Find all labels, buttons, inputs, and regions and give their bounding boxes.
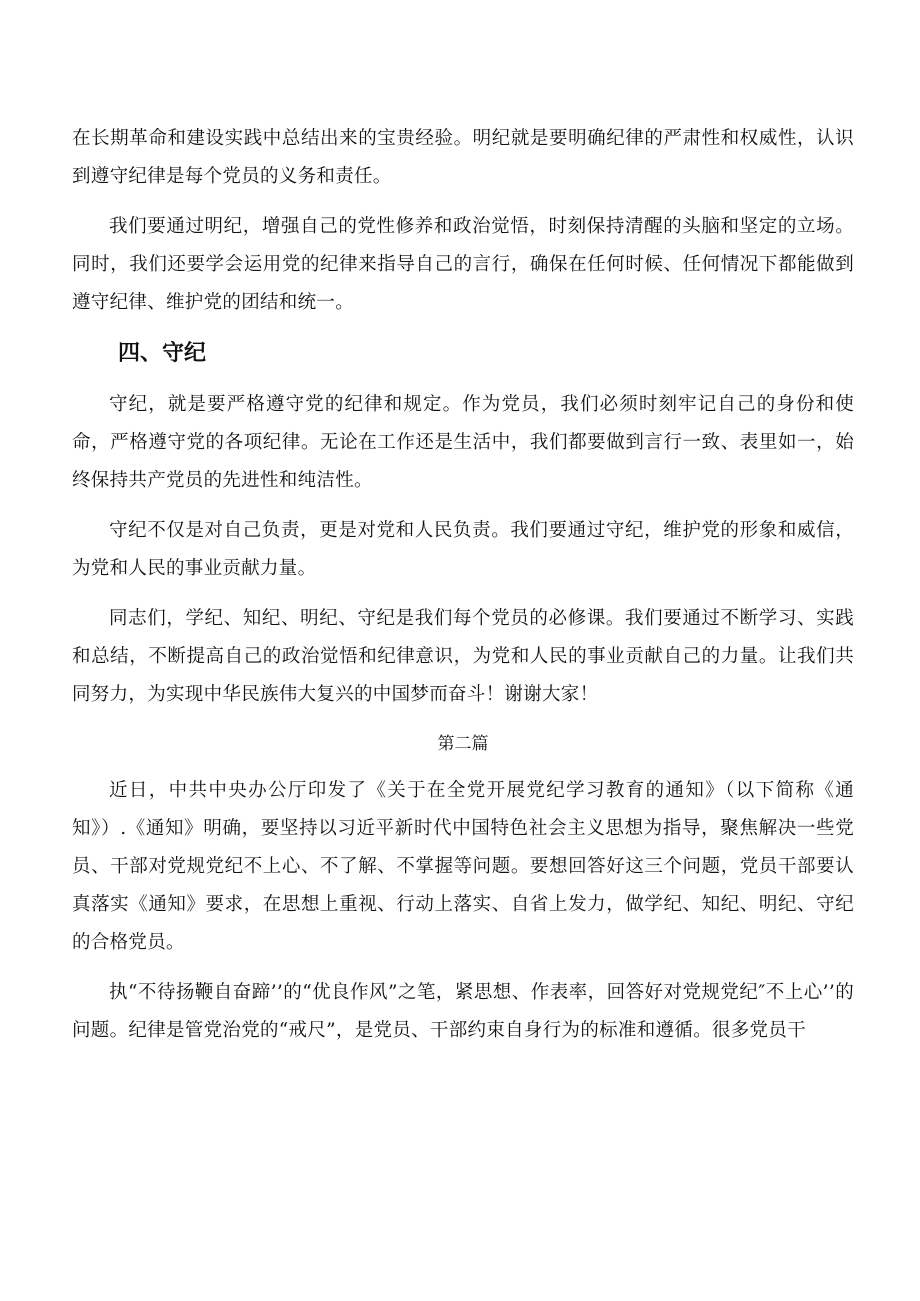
paragraph-continuation: 在长期革命和建设实践中总结出来的宝贵经验。明纪就是要明确纪律的严肃性和权威性，认识到遵守纪律是每个党员的义务和责任。	[72, 128, 854, 187]
section-heading: 四、守纪	[118, 341, 207, 366]
paragraph-part2-intro: 近日，中共中央办公厅印发了《关于在全党开展党纪学习教育的通知》（以下简称《通知》）.《通知》明确，要坚持以习近平新时代中国特色社会主义思想为指导，聚焦解决一些党员、干部对党规党纪不上心、不了解、不掌握等问题。要想回答好这三个问题，党员干部要认真落实《通知》要求，在思想上重视、行动上落实、自省上发力，做学纪、知纪、明纪、守纪的合格党员。	[72, 780, 854, 953]
paragraph-mingji: 我们要通过明纪，增强自己的党性修养和政治觉悟，时刻保持清醒的头脑和坚定的立场。同时，我们还要学会运用党的纪律来指导自己的言行，确保在任何时候、任何情况下都能做到遵守纪律、维护党的团结和统一。	[72, 216, 854, 313]
paragraph-closing: 同志们，学纪、知纪、明纪、守纪是我们每个党员的必修课。我们要通过不断学习、实践和总结，不断提高自己的政治觉悟和纪律意识，为党和人民的事业贡献自己的力量。让我们共同努力，为实现中华民族伟大复兴的中国梦而奋斗！谢谢大家！	[72, 608, 854, 705]
paragraph-shouji-2: 守纪不仅是对自己负责，更是对党和人民负责。我们要通过守纪，维护党的形象和威信，为党和人民的事业贡献力量。	[72, 520, 854, 579]
paragraph-part2-body: 执“不待扬鞭自奋蹄’’的“优良作风”之笔，紧思想、作表率，回答好对党规党纪″不上心’’的问题。纪律是管党治党的“戒尺”，是党员、干部约束自身行为的标准和遵循。很多党员干	[72, 982, 854, 1041]
document-page	[72, 120, 854, 1062]
paragraph-shouji-1: 守纪，就是要严格遵守党的纪律和规定。作为党员，我们必须时刻牢记自己的身份和使命，严格遵守党的各项纪律。无论在工作还是生活中，我们都要做到言行一致、表里如一，始终保持共产党员的先进性和纯洁性。	[72, 394, 854, 491]
part-title: 第二篇	[437, 734, 489, 754]
